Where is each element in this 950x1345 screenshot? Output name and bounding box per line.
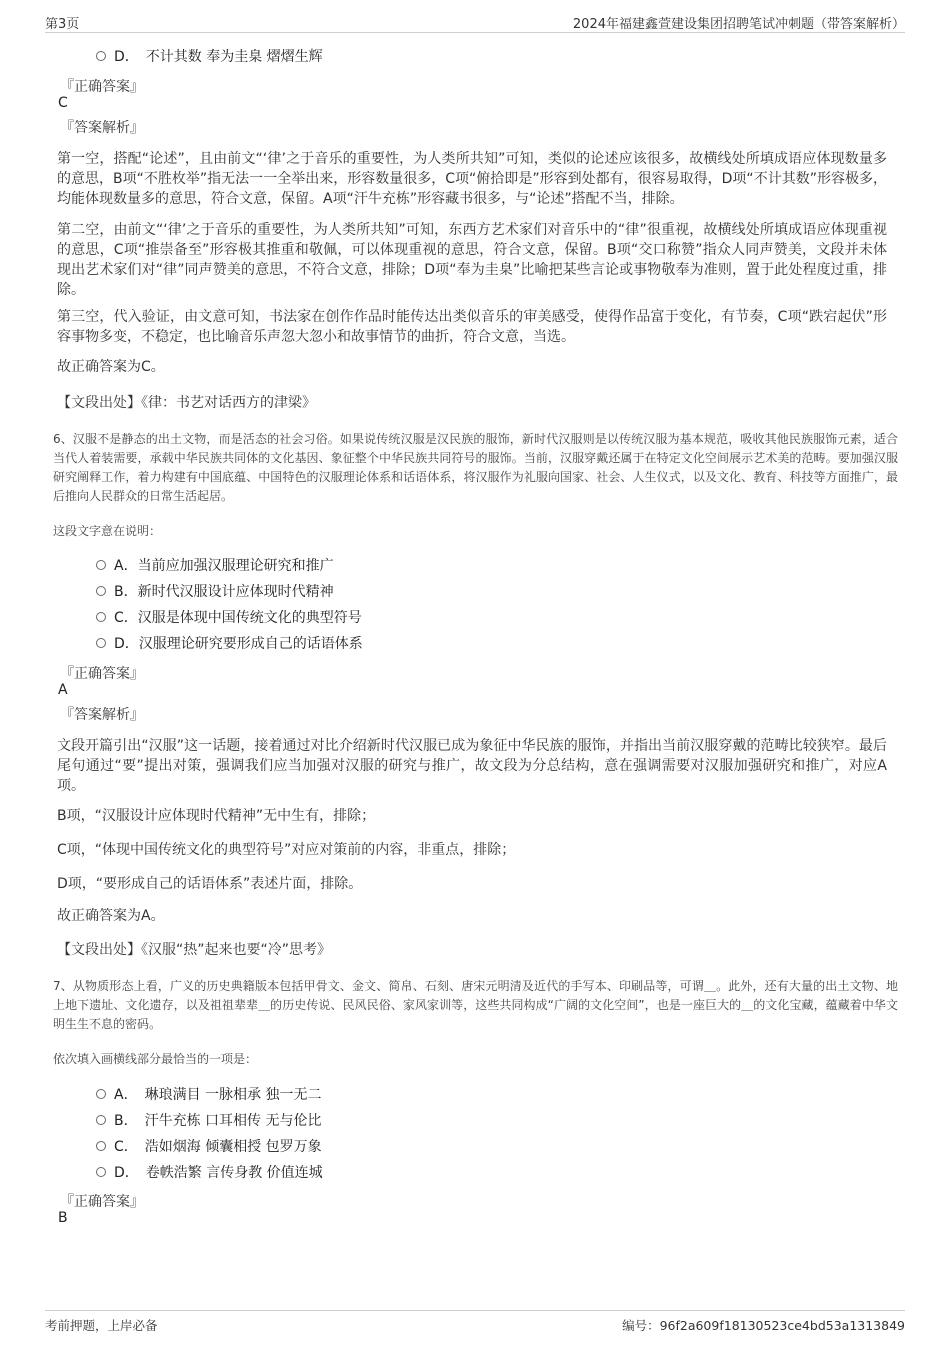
q6-analysis-p4: D项，“要形成自己的话语体系”表述片面，排除。 [57,876,363,892]
q6-option-a[interactable]: A．当前应加强汉服理论研究和推广 [96,557,334,575]
q5-analysis-label: 『答案解析』 [60,120,144,136]
q6-answer: A [58,682,68,698]
q5-analysis-p4: 故正确答案为C。 [57,359,165,375]
radio-icon[interactable] [96,612,106,622]
q6-stem: 6、汉服不是静态的出土文物，而是活态的社会习俗。如果说传统汉服是汉民族的服饰，新时代汉服则是以传统汉服为基本规范，吸收其他民族服饰元素，适合当代人着装需要，承载中华民族共同体的文化基因、象征整个中华民族共同符号的服饰。当前，汉服穿戴还属于在特定文化空间展示艺术美的范畴。要加强汉服研究阐释工作，着力构建有中国底蕴、中国特色的汉服理论体系和话语体系，将汉服作为礼服向国家、社会、人生仪式，以及文化、教育、科技等方面推广，最后推向人民群众的日常生活起居。 [53,432,898,503]
q5-answer: C [58,95,68,111]
q6-option-d[interactable]: D．汉服理论研究要形成自己的话语体系 [96,635,363,653]
q7-prompt: 依次填入画横线部分最恰当的一项是： [53,1052,258,1066]
q6-analysis-p2: B项，“汉服设计应体现时代精神”无中生有，排除； [57,808,376,824]
radio-icon[interactable] [96,1141,106,1151]
q5-option-d[interactable]: D． 不计其数 奉为圭臬 熠熠生辉 [96,48,323,66]
q7-option-d[interactable]: D． 卷帙浩繁 言传身教 价值连城 [96,1164,323,1182]
q5-source: 【文段出处】《律：书艺对话西方的津梁》 [57,395,316,411]
radio-icon[interactable] [96,560,106,570]
q5-analysis-p3: 第三空，代入验证，由文意可知，书法家在创作作品时能传达出类似音乐的审美感受，使得作品富于变化，有节奏，C项“跌宕起伏”形容事物多变，不稳定，也比喻音乐声忽大忽小和故事情节的曲折，符合文意，当选。 [57,309,887,345]
q6-option-b[interactable]: B．新时代汉服设计应体现时代精神 [96,583,334,601]
page-number: 第3页 [45,17,80,32]
radio-icon[interactable] [96,51,106,61]
document-title: 2024年福建鑫萱建设集团招聘笔试冲刺题（带答案解析） [572,17,905,32]
q6-analysis-label: 『答案解析』 [60,707,144,723]
page-footer [45,1310,905,1341]
q6-answer-label: 『正确答案』 [60,666,144,682]
radio-icon[interactable] [96,586,106,596]
q7-stem: 7、从物质形态上看，广义的历史典籍版本包括甲骨文、金文、简帛、石刻、唐宋元明清及近代的手写本、印刷品等，可谓＿。此外，还有大量的出土文物、地上地下遗址、文化遗存，以及祖祖辈辈＿的历史传说、民风民俗、家风家训等，这些共同构成“广阔的文化空间”，也是一座巨大的＿的文化宝藏，蕴藏着中华文明生生不息的密码。 [53,979,898,1031]
q6-analysis-p1: 文段开篇引出“汉服”这一话题，接着通过对比介绍新时代汉服已成为象征中华民族的服饰，并指出当前汉服穿戴的范畴比较狭窄。最后尾句通过“要”提出对策，强调我们应当加强对汉服的研究与推广，故文段为分总结构，意在强调需要对汉服加强研究和推广，对应A项。 [57,738,887,794]
q5-analysis-p1: 第一空，搭配“论述”，且由前文“‘律’之于音乐的重要性，为人类所共知”可知，类似的论述应该很多，故横线处所填成语应体现数量多的意思，B项“不胜枚举”指无法一一全举出来，形容数量很多，C项“俯拾即是”形容到处都有，很容易取得，D项“不计其数”形容极多，均能体现数量多的意思，符合文意，保留。A项“汗牛充栋”形容藏书很多，与“论述”搭配不当，排除。 [57,151,887,207]
q7-option-c[interactable]: C． 浩如烟海 倾囊相授 包罗万象 [96,1138,322,1156]
q7-answer: B [58,1210,68,1226]
page-header [45,8,905,33]
radio-icon[interactable] [96,1115,106,1125]
q6-analysis-p3: C项，“体现中国传统文化的典型符号”对应对策前的内容，非重点，排除； [57,842,516,858]
q6-source: 【文段出处】《汉服“热”起来也要“冷”思考》 [57,942,332,958]
document-code: 编号：96f2a609f18130523ce4bd53a1313849 [622,1318,905,1333]
q6-option-c[interactable]: C．汉服是体现中国传统文化的典型符号 [96,609,362,627]
q6-prompt: 这段文字意在说明： [53,524,162,538]
radio-icon[interactable] [96,1089,106,1099]
q7-answer-label: 『正确答案』 [60,1194,144,1210]
q5-answer-label: 『正确答案』 [60,79,144,95]
q6-analysis-p5: 故正确答案为A。 [57,908,165,924]
radio-icon[interactable] [96,638,106,648]
q7-option-a[interactable]: A． 琳琅满目 一脉相承 独一无二 [96,1086,321,1104]
radio-icon[interactable] [96,1167,106,1177]
q7-option-b[interactable]: B． 汗牛充栋 口耳相传 无与伦比 [96,1112,322,1130]
footer-slogan: 考前押题，上岸必备 [45,1318,158,1333]
q5-analysis-p2: 第二空，由前文“‘律’之于音乐的重要性，为人类所共知”可知，东西方艺术家们对音乐中的“律”很重视，故横线处所填成语应体现重视的意思，C项“推崇备至”形容极其推重和敬佩，可以体现重视的意思，符合文意，保留。B项“交口称赞”指众人同声赞美，文段并未体现出艺术家们对“律”同声赞美的意思，不符合文意，排除；D项“奉为圭臬”比喻把某些言论或事物敬奉为准则，置于此处程度过重，排除。 [57,222,887,298]
